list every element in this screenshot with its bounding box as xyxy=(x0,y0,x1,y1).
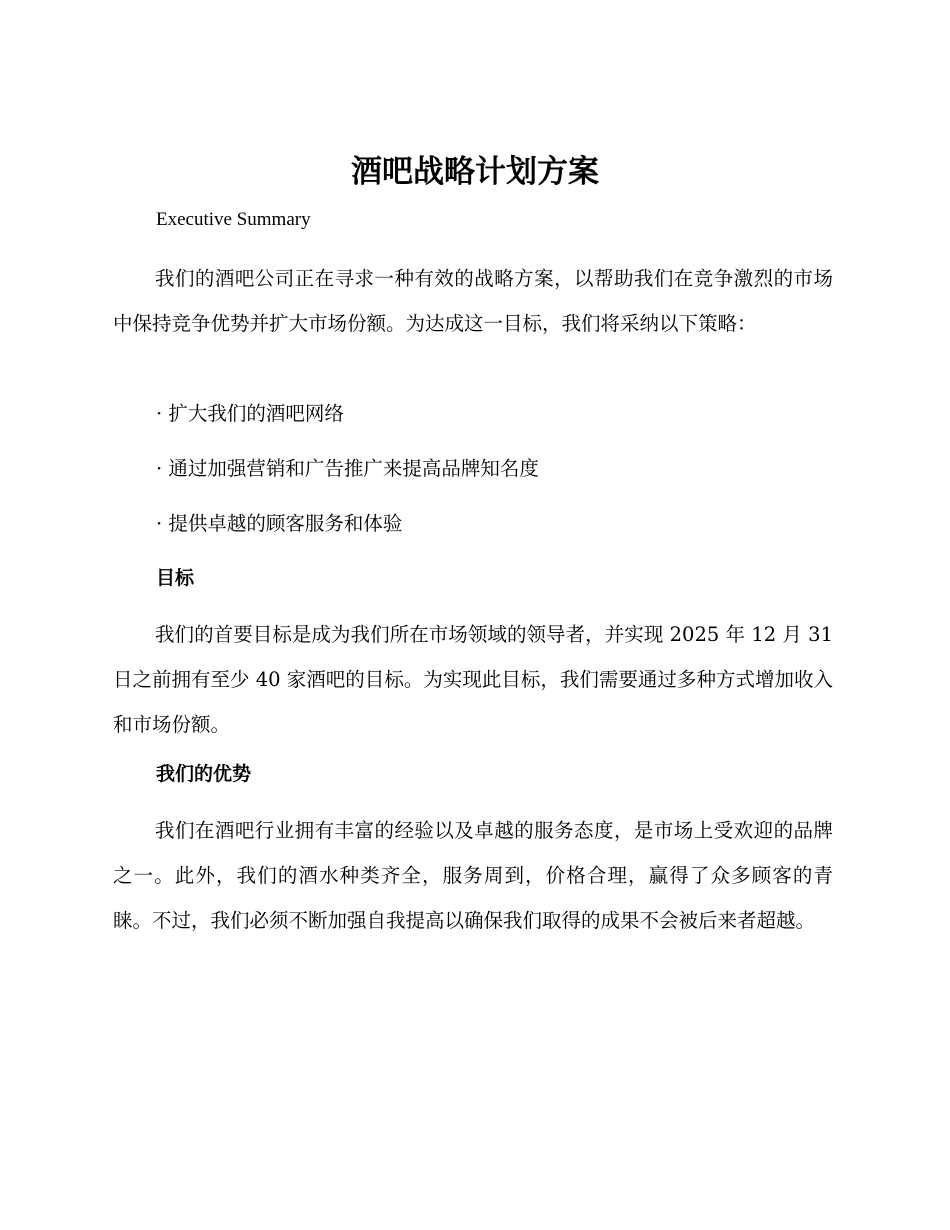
section-heading-goals: 目标 xyxy=(156,567,195,589)
bullet-item: · 提供卓越的顾客服务和体验 xyxy=(156,512,403,535)
section-paragraph-strengths: 我们在酒吧行业拥有丰富的经验以及卓越的服务态度，是市场上受欢迎的品牌之一。此外，我们的酒水种类齐全，服务周到，价格合理，赢得了众多顾客的青睐。不过，我们必须不断加强自我提高以确保我们取得的成果不会被后来者超越。 xyxy=(113,819,833,932)
section-heading-executive-summary: Executive Summary xyxy=(156,209,311,230)
bullet-item: · 扩大我们的酒吧网络 xyxy=(156,402,344,425)
section-paragraph-goals: 我们的首要目标是成为我们所在市场领域的领导者，并实现 2025 年 12 月 31 日之前拥有至少 40 家酒吧的目标。为实现此目标，我们需要通过多种方式增加收入和市场份额。 xyxy=(113,623,833,736)
section-paragraph-executive-summary: 我们的酒吧公司正在寻求一种有效的战略方案，以帮助我们在竞争激烈的市场中保持竞争优势并扩大市场份额。为达成这一目标，我们将采纳以下策略： xyxy=(113,267,833,335)
page-title: 酒吧战略计划方案 xyxy=(351,154,599,190)
bullet-item: · 通过加强营销和广告推广来提高品牌知名度 xyxy=(156,457,539,480)
section-heading-strengths: 我们的优势 xyxy=(156,763,252,785)
